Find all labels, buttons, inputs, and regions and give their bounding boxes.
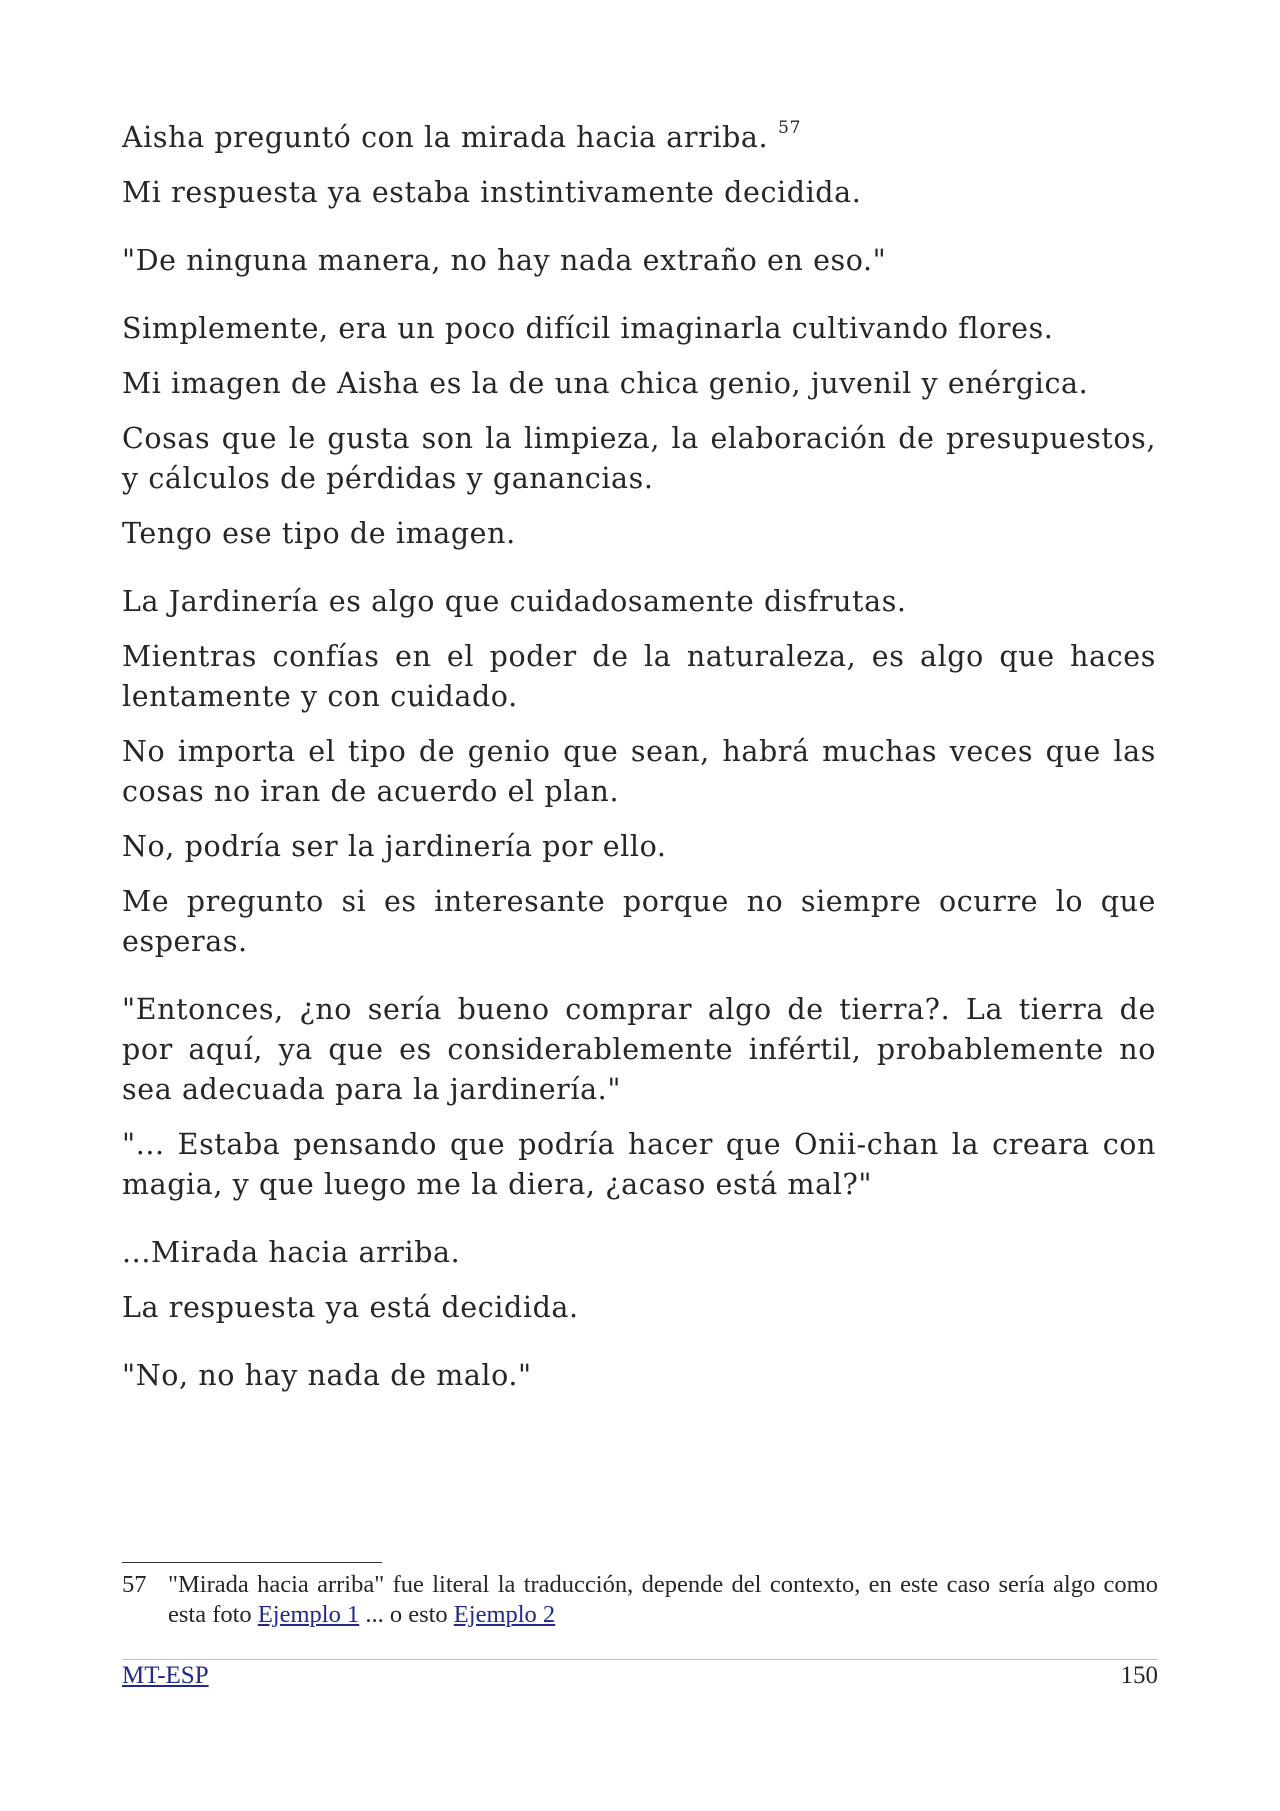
body-text <box>122 118 1156 1411</box>
paragraph: Tengo ese tipo de imagen. <box>122 517 516 550</box>
paragraph: Cosas que le gusta son la limpieza, la elaboración de presupuestos, y cálculos de pérdidas y ganancias. <box>122 422 1156 495</box>
footnote-text <box>168 1570 1158 1630</box>
paragraph-text: Aisha preguntó con la mirada hacia arriba. <box>122 121 769 154</box>
page-number: 150 <box>1120 1662 1158 1689</box>
paragraph: Mi respuesta ya estaba instintivamente decidida. <box>122 176 862 209</box>
footnote-middle-text: ... o esto <box>365 1601 448 1628</box>
footnote-body: "Mirada hacia arriba" fue literal la traducción, depende del contexto, en este caso sería algo como esta foto <box>168 1571 1158 1628</box>
paragraph: Mientras confías en el poder de la naturaleza, es algo que haces lentamente y con cuidado. <box>122 640 1156 713</box>
footnote <box>122 1570 1158 1630</box>
paragraph: La respuesta ya está decidida. <box>122 1291 579 1324</box>
paragraph: La Jardinería es algo que cuidadosamente disfrutas. <box>122 585 907 618</box>
paragraph: No importa el tipo de genio que sean, habrá muchas veces que las cosas no iran de acuerdo el plan. <box>122 735 1156 808</box>
paragraph: Me pregunto si es interesante porque no siempre ocurre lo que esperas. <box>122 885 1156 958</box>
paragraph: Mi imagen de Aisha es la de una chica genio, juvenil y enérgica. <box>122 367 1089 400</box>
dialogue-line: "De ninguna manera, no hay nada extraño en eso." <box>122 244 887 277</box>
footnote-link-example-1[interactable]: Ejemplo 1 <box>257 1601 360 1628</box>
footnote-link-example-2[interactable]: Ejemplo 2 <box>453 1601 556 1628</box>
footnote-number: 57 <box>122 1571 147 1598</box>
paragraph: Simplemente, era un poco difícil imaginarla cultivando flores. <box>122 312 1054 345</box>
dialogue-line: "No, no hay nada de malo." <box>122 1359 532 1392</box>
footnote-reference[interactable]: 57 <box>778 118 802 138</box>
paragraph: ...Mirada hacia arriba. <box>122 1236 461 1269</box>
dialogue-line: "... Estaba pensando que podría hacer que Onii-chan la creara con magia, y que luego me la diera, ¿acaso está mal?" <box>122 1128 1156 1201</box>
page-footer <box>122 1661 1158 1691</box>
footer-divider <box>122 1659 1158 1660</box>
footnote-divider <box>122 1562 382 1563</box>
paragraph <box>122 118 1156 158</box>
paragraph: No, podría ser la jardinería por ello. <box>122 830 667 863</box>
footer-link-mt-esp[interactable]: MT-ESP <box>122 1662 209 1689</box>
dialogue-line: "Entonces, ¿no sería bueno comprar algo de tierra?. La tierra de por aquí, ya que es considerablemente infértil, probablemente no sea adecuada para la jardinería." <box>122 993 1156 1106</box>
